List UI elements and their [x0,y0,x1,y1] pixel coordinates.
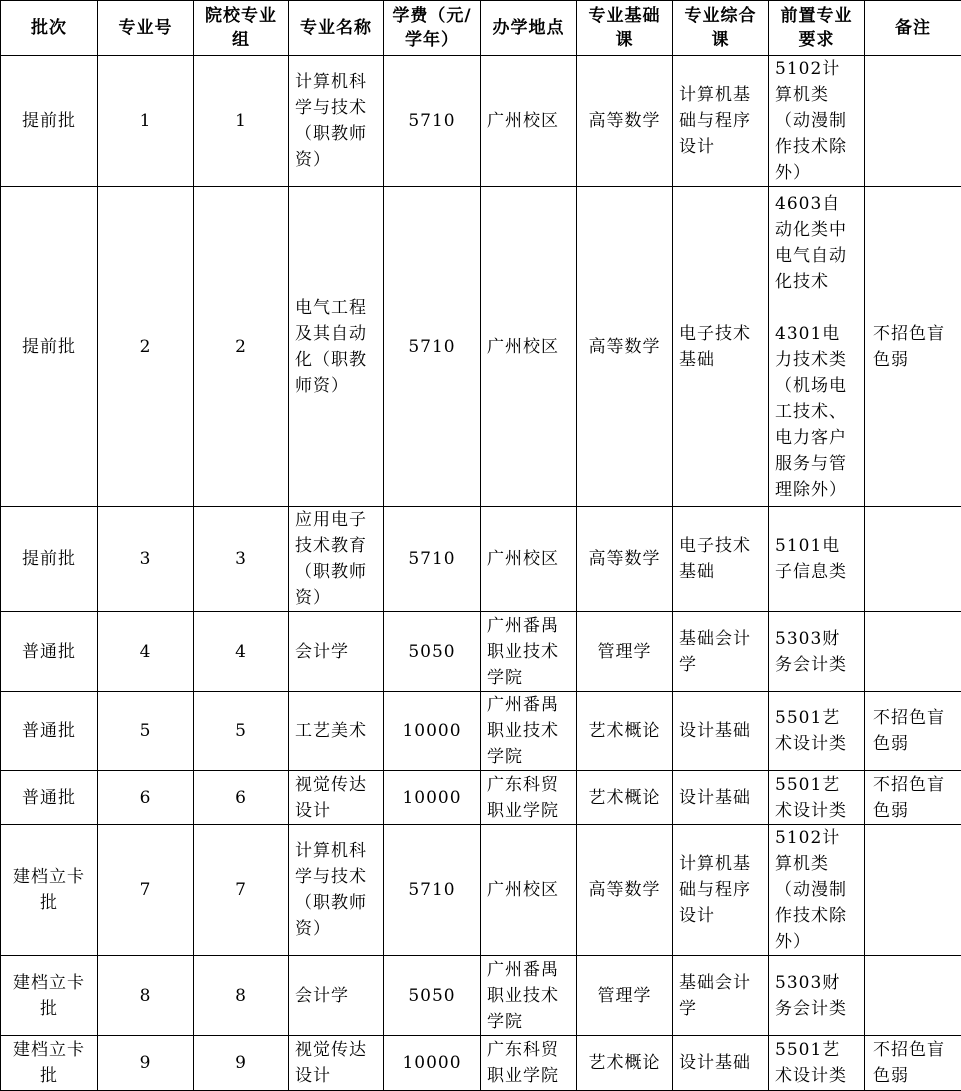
cell-major-name: 会计学 [289,612,384,692]
prerequisite-text: 5501艺术设计类 [775,1037,858,1089]
cell-batch: 建档立卡批 [1,825,98,956]
prerequisite-text: 5303财务会计类 [775,970,858,1022]
cell-batch: 普通批 [1,771,98,825]
cell-major-name: 工艺美术 [289,692,384,771]
cell-prerequisite [769,692,865,771]
cell-basic-course: 高等数学 [577,56,673,187]
prerequisite-text: 5303财务会计类 [775,626,858,678]
cell-tuition: 5050 [384,612,481,692]
cell-tuition: 5710 [384,56,481,187]
cell-prerequisite [769,956,865,1036]
cell-tuition: 5710 [384,507,481,612]
cell-prerequisite [769,56,865,187]
cell-prerequisite [769,771,865,825]
cell-major-group: 3 [194,507,289,612]
cell-major-number: 9 [98,1036,194,1091]
cell-remarks: 不招色盲色弱 [865,771,961,825]
cell-major-number: 8 [98,956,194,1036]
cell-location: 广州校区 [481,507,577,612]
header-location: 办学地点 [481,1,577,56]
cell-remarks [865,956,961,1036]
cell-major-group: 7 [194,825,289,956]
cell-major-group: 1 [194,56,289,187]
cell-remarks [865,507,961,612]
header-batch: 批次 [1,1,98,56]
header-basic-course: 专业基础课 [577,1,673,56]
cell-major-number: 7 [98,825,194,956]
cell-major-group: 2 [194,187,289,507]
cell-major-number: 5 [98,692,194,771]
cell-remarks [865,56,961,187]
cell-batch: 普通批 [1,612,98,692]
cell-location: 广州校区 [481,825,577,956]
cell-basic-course: 高等数学 [577,507,673,612]
cell-major-group: 5 [194,692,289,771]
cell-remarks [865,612,961,692]
cell-comprehensive-course: 计算机基础与程序设计 [673,825,769,956]
cell-tuition: 10000 [384,1036,481,1091]
cell-prerequisite [769,187,865,507]
table-row [1,956,961,1036]
cell-major-name: 计算机科学与技术（职教师资） [289,56,384,187]
cell-major-number: 4 [98,612,194,692]
table-row [1,56,961,187]
cell-basic-course: 艺术概论 [577,692,673,771]
cell-tuition: 10000 [384,692,481,771]
cell-batch: 提前批 [1,56,98,187]
header-comprehensive-course: 专业综合课 [673,1,769,56]
table-row [1,692,961,771]
cell-major-name: 电气工程及其自动化（职教师资） [289,187,384,507]
cell-location: 广州番禺职业技术学院 [481,612,577,692]
cell-remarks: 不招色盲色弱 [865,1036,961,1091]
cell-location: 广州校区 [481,187,577,507]
cell-batch: 建档立卡批 [1,1036,98,1091]
cell-major-group: 4 [194,612,289,692]
cell-major-name: 视觉传达设计 [289,771,384,825]
cell-basic-course: 艺术概论 [577,1036,673,1091]
cell-major-number: 6 [98,771,194,825]
header-major-number: 专业号 [98,1,194,56]
cell-basic-course: 高等数学 [577,825,673,956]
header-prerequisite: 前置专业要求 [769,1,865,56]
header-row [1,1,961,56]
cell-basic-course: 高等数学 [577,187,673,507]
prerequisite-text: 5501艺术设计类 [775,772,858,824]
table-row [1,771,961,825]
cell-comprehensive-course: 电子技术基础 [673,187,769,507]
cell-major-group: 9 [194,1036,289,1091]
cell-remarks: 不招色盲色弱 [865,692,961,771]
cell-major-name: 计算机科学与技术（职教师资） [289,825,384,956]
cell-prerequisite [769,507,865,612]
prerequisite-text: 5501艺术设计类 [775,705,858,757]
cell-comprehensive-course: 设计基础 [673,1036,769,1091]
cell-major-name: 应用电子技术教育（职教师资） [289,507,384,612]
table-row [1,507,961,612]
cell-prerequisite [769,612,865,692]
table-row [1,1036,961,1091]
table-row [1,187,961,507]
prerequisite-text: 5102计算机类（动漫制作技术除外） [775,825,858,955]
cell-comprehensive-course: 设计基础 [673,692,769,771]
cell-location: 广州校区 [481,56,577,187]
cell-basic-course: 管理学 [577,612,673,692]
cell-major-number: 2 [98,187,194,507]
cell-remarks: 不招色盲色弱 [865,187,961,507]
cell-prerequisite [769,1036,865,1091]
table-row [1,825,961,956]
cell-major-group: 6 [194,771,289,825]
cell-comprehensive-course: 计算机基础与程序设计 [673,56,769,187]
cell-batch: 普通批 [1,692,98,771]
prerequisite-text: 4301电力技术类（机场电工技术、电力客户服务与管理除外） [775,321,858,503]
header-major-group: 院校专业组 [194,1,289,56]
cell-major-name: 视觉传达设计 [289,1036,384,1091]
cell-tuition: 10000 [384,771,481,825]
cell-tuition: 5710 [384,187,481,507]
cell-prerequisite [769,825,865,956]
cell-batch: 提前批 [1,507,98,612]
cell-batch: 建档立卡批 [1,956,98,1036]
cell-basic-course: 艺术概论 [577,771,673,825]
cell-major-number: 3 [98,507,194,612]
cell-major-name: 会计学 [289,956,384,1036]
cell-comprehensive-course: 电子技术基础 [673,507,769,612]
cell-remarks [865,825,961,956]
cell-comprehensive-course: 基础会计学 [673,956,769,1036]
cell-location: 广东科贸职业学院 [481,1036,577,1091]
prerequisite-text: 5102计算机类（动漫制作技术除外） [775,56,858,186]
header-tuition: 学费（元/学年） [384,1,481,56]
header-remarks: 备注 [865,1,961,56]
cell-tuition: 5710 [384,825,481,956]
prerequisite-text: 5101电子信息类 [775,533,858,585]
header-major-name: 专业名称 [289,1,384,56]
cell-location: 广州番禺职业技术学院 [481,956,577,1036]
cell-comprehensive-course: 基础会计学 [673,612,769,692]
cell-major-group: 8 [194,956,289,1036]
cell-batch: 提前批 [1,187,98,507]
cell-location: 广东科贸职业学院 [481,771,577,825]
cell-location: 广州番禺职业技术学院 [481,692,577,771]
prerequisite-text: 4603自动化类中电气自动化技术 [775,191,858,295]
table-row [1,612,961,692]
cell-comprehensive-course: 设计基础 [673,771,769,825]
cell-basic-course: 管理学 [577,956,673,1036]
cell-tuition: 5050 [384,956,481,1036]
cell-major-number: 1 [98,56,194,187]
